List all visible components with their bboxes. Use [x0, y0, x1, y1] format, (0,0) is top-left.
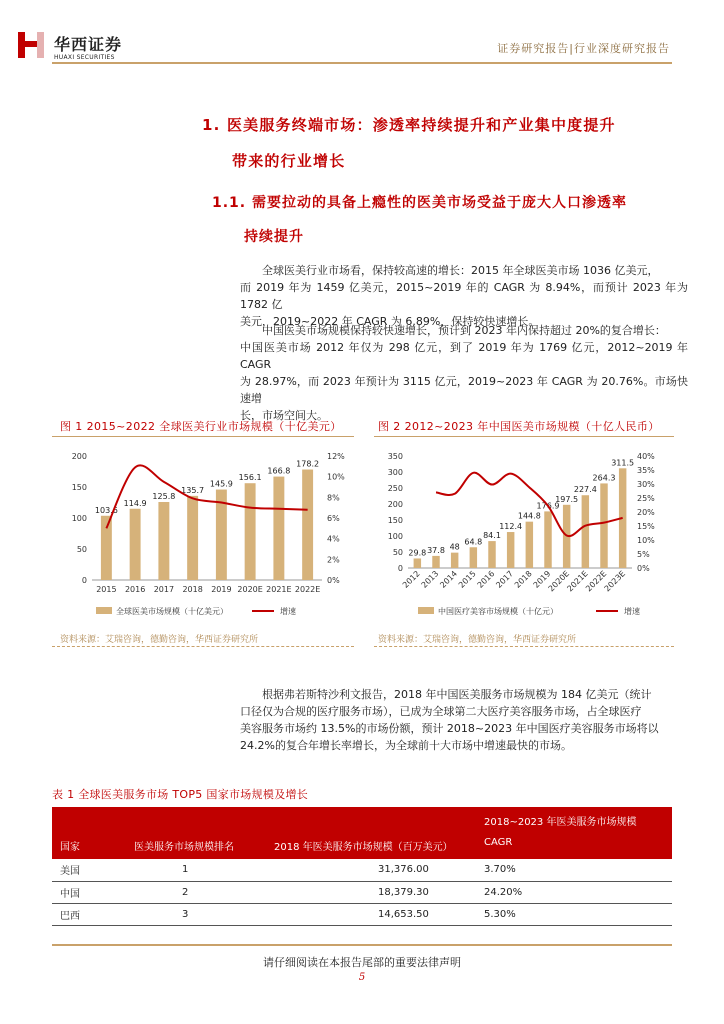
legend-line-label: 增速	[280, 607, 296, 616]
data-label: 48	[449, 542, 460, 552]
table-header-cagr-line1: 2018~2023 年医美服务市场规模	[484, 817, 637, 828]
bar	[158, 502, 169, 580]
data-label: 125.8	[152, 492, 176, 502]
data-label: 114.9	[123, 498, 147, 508]
y2-tick-label: 10%	[327, 472, 345, 482]
legend-line-label: 增速	[624, 607, 640, 616]
x-tick-label: 2022E	[294, 585, 321, 594]
data-label: 103.6	[94, 505, 118, 515]
logo-text-en: HUAXI SECURITIES	[54, 54, 115, 61]
section-heading-line1: 1. 医美服务终端市场：渗透率持续提升和产业集中度提升	[202, 116, 616, 134]
legend-bar-swatch	[418, 607, 434, 614]
text-line: 口径仅为合规的医疗服务市场），已成为全球第二大医疗美容服务市场，占全球医疗	[240, 705, 642, 718]
y-tick-label: 300	[387, 468, 403, 477]
text-line: 24.2%的复合年增长率增长，为全球前十大市场中增速最快的市场。	[240, 739, 572, 752]
bar	[451, 553, 458, 568]
figure2-source: 资料来源：艾瑞咨询，德勤咨询，华西证券研究所	[378, 635, 577, 645]
y-tick-label: 0	[81, 576, 87, 585]
text-line: 美元，2019~2022 年 CAGR 为 6.89%，保持较快速增长。	[240, 315, 540, 328]
figure2-top-rule	[374, 436, 674, 437]
bar	[414, 558, 421, 568]
data-label: 135.7	[181, 485, 205, 495]
text-line: 根据弗若斯特沙利文报告，2018 年中国医美服务市场规模为 184 亿美元（统计	[262, 688, 652, 701]
table-cell-size: 31,376.00	[266, 859, 476, 881]
company-logo	[16, 28, 144, 64]
y-tick-label: 100	[71, 514, 87, 523]
data-label: 37.8	[427, 545, 445, 555]
data-label: 176.9	[536, 501, 560, 511]
x-tick-label: 2021E	[266, 585, 292, 594]
x-tick-label: 2018	[182, 585, 203, 594]
data-label: 145.9	[209, 479, 233, 489]
bar	[600, 483, 607, 568]
y2-tick-label: 10%	[637, 536, 655, 545]
report-type: 证券研究报告|行业深度研究报告	[497, 42, 670, 55]
section-heading-line2: 带来的行业增长	[232, 152, 346, 170]
legend-bar-label: 中国医疗美容市场规模（十亿元）	[438, 607, 558, 616]
bar	[245, 483, 256, 580]
bar	[582, 495, 589, 568]
text-line: 美容服务市场约 13.5%的市场份额，预计 2018~2023 年中国医疗美容服务市场将以	[240, 722, 659, 735]
table-cell-cagr: 5.30%	[476, 903, 672, 925]
table-row	[52, 859, 672, 881]
market-table	[52, 807, 672, 926]
figure1-top-rule	[52, 436, 354, 437]
x-tick-label: 2022E	[584, 569, 609, 594]
table-cell-country: 巴西	[52, 903, 126, 925]
table-cell-cagr: 3.70%	[476, 859, 672, 881]
data-label: 84.1	[483, 531, 501, 541]
x-tick-label: 2023E	[602, 569, 628, 594]
figure2-caption: 图 2 2012~2023 年中国医美市场规模（十亿人民币）	[378, 420, 660, 433]
header-divider	[52, 62, 672, 64]
y-tick-label: 350	[387, 452, 403, 461]
table-header-row	[52, 807, 672, 859]
y2-tick-label: 30%	[637, 480, 655, 489]
table-header-cagr	[476, 807, 672, 859]
data-label: 264.3	[592, 473, 616, 483]
y-tick-label: 100	[387, 532, 403, 541]
y-tick-label: 200	[387, 500, 403, 509]
bar	[488, 541, 495, 568]
table-header-size: 2018 年医美服务市场规模（百万美元）	[266, 807, 476, 859]
text-line: 长，市场空间大。	[240, 409, 328, 422]
y2-tick-label: 35%	[637, 466, 655, 475]
text-line: 中国医美市场 2012 年仅为 298 亿元，到了 2019 年为 1769 亿元，2012~2019 年 CAGR	[240, 341, 688, 371]
table-cell-country: 美国	[52, 859, 126, 881]
logo-mark-icon	[16, 28, 48, 62]
x-tick-label: 2018	[512, 569, 534, 590]
bar	[130, 509, 141, 580]
y2-tick-label: 4%	[327, 534, 340, 544]
paragraph-china-market	[240, 322, 688, 424]
y2-tick-label: 0%	[637, 564, 650, 573]
x-tick-label: 2017	[494, 569, 516, 590]
y-tick-label: 250	[387, 484, 403, 493]
table-cell-rank: 2	[126, 881, 266, 903]
table-header-country: 国家	[52, 807, 126, 859]
y-tick-label: 150	[387, 516, 403, 525]
x-tick-label: 2013	[419, 569, 441, 590]
y2-tick-label: 20%	[637, 508, 655, 517]
x-tick-label: 2021E	[565, 569, 590, 594]
table-cell-size: 14,653.50	[266, 903, 476, 925]
subsection-heading-line2: 持续提升	[244, 229, 304, 245]
bar	[544, 511, 551, 568]
y-tick-label: 150	[71, 483, 87, 492]
bar	[507, 532, 514, 568]
y-tick-label: 0	[397, 564, 403, 573]
bar	[526, 522, 533, 568]
figure2-chart	[374, 442, 674, 632]
bar	[432, 556, 439, 568]
x-tick-label: 2015	[96, 585, 117, 594]
text-line: 中国医美市场规模保持较快速增长，预计到 2023 年内保持超过 20%的复合增长：	[262, 324, 666, 337]
figure1-chart	[52, 442, 354, 632]
x-tick-label: 2017	[153, 585, 175, 594]
text-line: 而 2019 年为 1459 亿美元，2015~2019 年的 CAGR 为 8.94%，而预计 2023 年为 1782 亿	[240, 281, 688, 311]
y2-tick-label: 12%	[327, 452, 345, 461]
data-label: 311.5	[611, 458, 635, 468]
figure1-bottom-rule	[52, 646, 354, 647]
x-tick-label: 2016	[124, 585, 146, 594]
table-header-cagr-line2: CAGR	[484, 837, 513, 848]
y-tick-label: 200	[71, 452, 87, 461]
bar	[187, 496, 198, 580]
table-row	[52, 881, 672, 903]
legend-bar-label: 全球医美市场规模（十亿美元）	[116, 607, 228, 616]
table-cell-size: 18,379.30	[266, 881, 476, 903]
y2-tick-label: 15%	[637, 522, 655, 531]
legend-bar-swatch	[96, 607, 112, 614]
data-label: 29.8	[408, 548, 427, 558]
text-line: 全球医美行业市场看，保持较高速的增长：2015 年全球医美市场 1036 亿美元，	[262, 264, 659, 277]
x-tick-label: 2019	[531, 569, 553, 590]
data-label: 166.8	[267, 466, 291, 476]
bar	[101, 516, 112, 580]
bar	[470, 547, 477, 568]
bar	[302, 470, 313, 580]
x-tick-label: 2020E	[546, 569, 572, 594]
data-label: 227.4	[573, 485, 597, 495]
table-cell-rank: 1	[126, 859, 266, 881]
table-caption: 表 1 全球医美服务市场 TOP5 国家市场规模及增长	[52, 788, 309, 801]
y2-tick-label: 25%	[637, 494, 655, 503]
figure2-bottom-rule	[374, 646, 674, 647]
subsection-heading-line1: 1.1. 需要拉动的具备上瘾性的医美市场受益于庞大人口渗透率	[212, 195, 627, 211]
data-label: 112.4	[499, 522, 523, 532]
y2-tick-label: 2%	[327, 555, 340, 565]
footer-disclaimer: 请仔细阅读在本报告尾部的重要法律声明	[263, 956, 461, 969]
figure1-source: 资料来源：艾瑞咨询，德勤咨询，华西证券研究所	[60, 635, 259, 645]
table-cell-cagr: 24.20%	[476, 881, 672, 903]
y2-tick-label: 5%	[637, 550, 650, 559]
data-label: 144.8	[517, 511, 541, 521]
y2-tick-label: 8%	[327, 493, 340, 503]
y2-tick-label: 40%	[637, 452, 655, 461]
data-label: 156.1	[238, 473, 262, 483]
data-label: 178.2	[296, 459, 320, 469]
table-cell-rank: 3	[126, 903, 266, 925]
data-label: 197.5	[555, 494, 579, 504]
data-label: 64.8	[464, 537, 483, 547]
x-tick-label: 2012	[400, 569, 422, 590]
y2-tick-label: 0%	[327, 576, 340, 585]
y-tick-label: 50	[76, 545, 87, 554]
y-tick-label: 50	[392, 548, 403, 557]
footer-divider	[52, 944, 672, 946]
x-tick-label: 2015	[456, 569, 478, 590]
logo-text-cn: 华西证券	[54, 35, 123, 54]
text-line: 为 28.97%，而 2023 年预计为 3115 亿元，2019~2023 年 CAGR 为 20.76%。市场快速增	[240, 375, 688, 405]
page-number: 5	[358, 972, 366, 983]
bar	[273, 477, 284, 580]
x-tick-label: 2014	[438, 569, 460, 590]
y2-tick-label: 6%	[327, 514, 340, 523]
x-tick-label: 2020E	[237, 585, 263, 594]
figure1-caption: 图 1 2015~2022 全球医美行业市场规模（十亿美元）	[60, 420, 342, 433]
table-cell-country: 中国	[52, 881, 126, 903]
paragraph-global-market	[240, 262, 688, 330]
table-row	[52, 903, 672, 925]
table-header-rank: 医美服务市场规模排名	[126, 807, 266, 859]
x-tick-label: 2019	[211, 585, 232, 594]
x-tick-label: 2016	[475, 569, 497, 590]
paragraph-china-service	[240, 686, 688, 754]
